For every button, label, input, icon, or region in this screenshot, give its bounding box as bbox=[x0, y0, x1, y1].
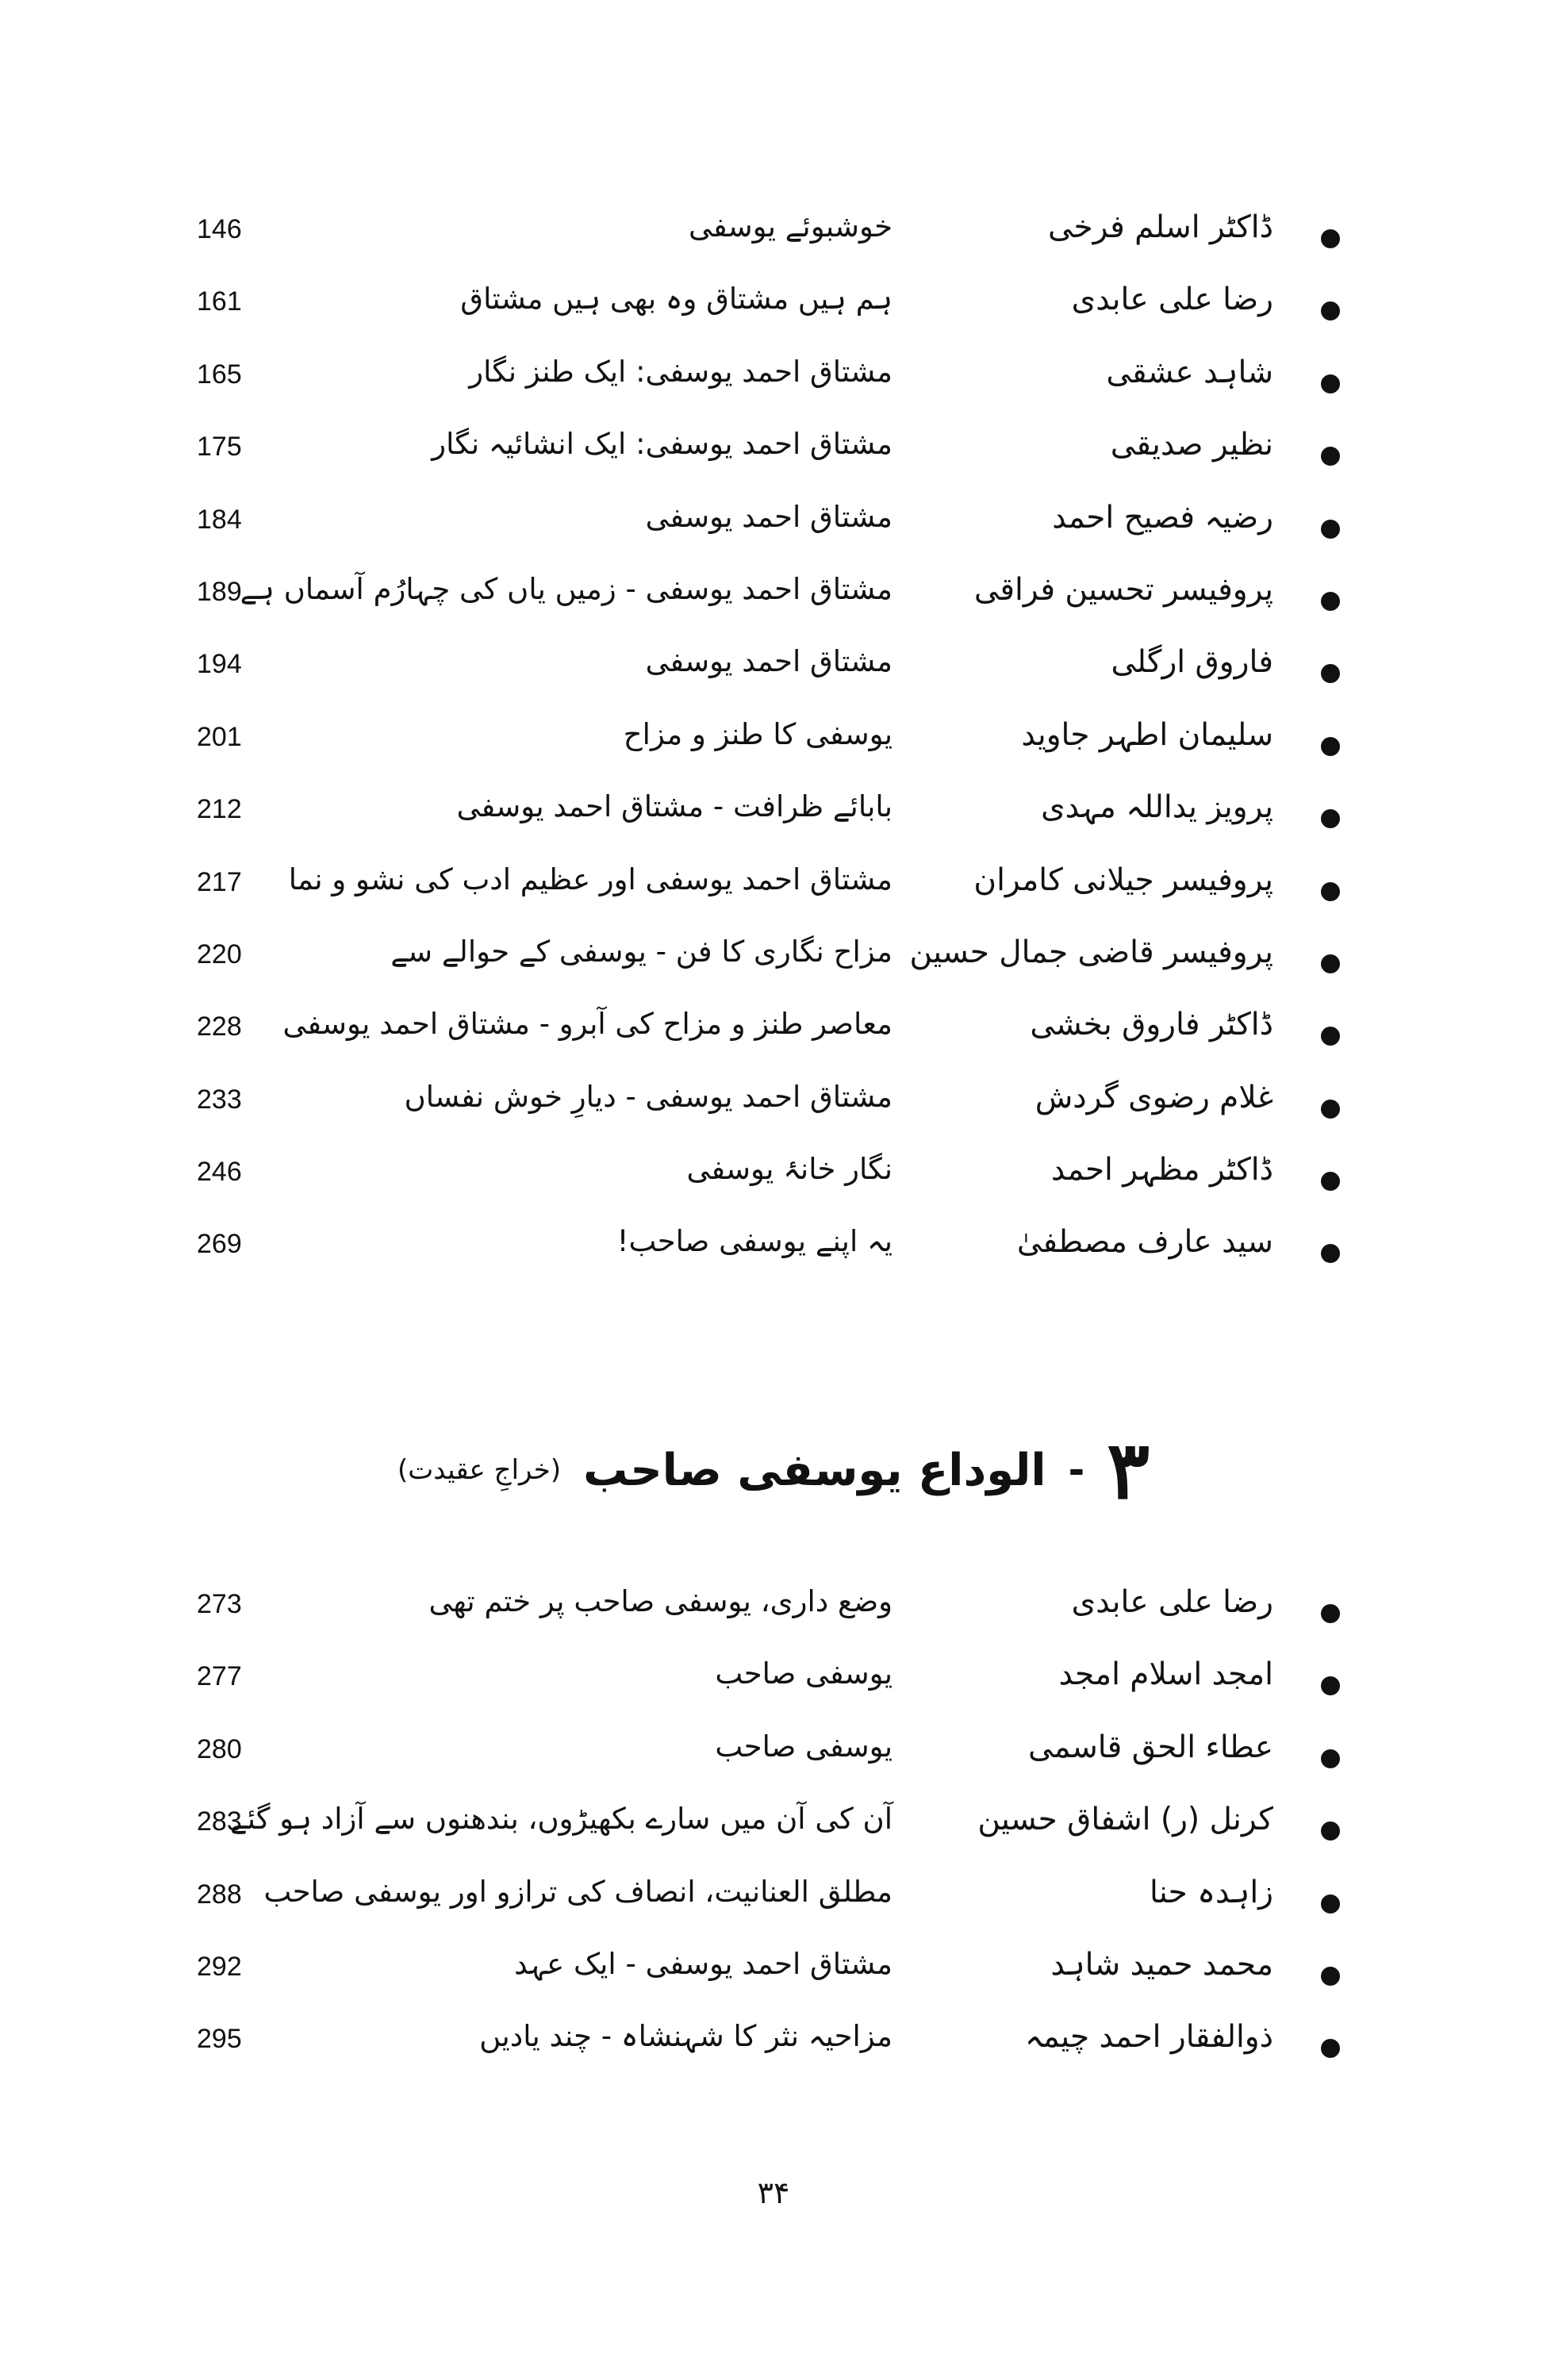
contents-entry bbox=[0, 1219, 1547, 1292]
contents-entry bbox=[0, 567, 1547, 639]
bullet-icon bbox=[1321, 520, 1340, 539]
entry-title: مشتاق احمد یوسفی bbox=[645, 644, 892, 679]
contents-entry bbox=[0, 712, 1547, 785]
contents-entry bbox=[0, 858, 1547, 930]
entry-title: مشتاق احمد یوسفی: ایک طنز نگار bbox=[469, 354, 892, 389]
entry-author: رضا علی عابدی bbox=[1071, 1584, 1273, 1620]
entry-title: ہم ہیں مشتاق وہ بھی ہیں مشتاق bbox=[460, 282, 892, 317]
contents-entry bbox=[0, 495, 1547, 567]
entry-page-number: 295 bbox=[197, 2024, 242, 2055]
entry-title: وضع داری، یوسفی صاحب پر ختم تھی bbox=[428, 1584, 892, 1618]
entry-author: ذوالفقار احمد چیمہ bbox=[1024, 2019, 1273, 2056]
section-dash: - bbox=[1068, 1447, 1085, 1493]
entry-title: بابائے ظرافت - مشتاق احمد یوسفی bbox=[456, 789, 892, 824]
entry-page-number: 161 bbox=[197, 286, 242, 317]
contents-entry bbox=[0, 1797, 1547, 1869]
entry-title: مشتاق احمد یوسفی اور عظیم ادب کی نشو و نما bbox=[288, 862, 892, 896]
contents-entry bbox=[0, 785, 1547, 857]
entry-author: فاروق ارگلی bbox=[1111, 644, 1273, 681]
entry-title: نگار خانۂ یوسفی bbox=[686, 1152, 892, 1187]
bullet-icon bbox=[1321, 664, 1340, 683]
entry-author: پروفیسر تحسین فراقی bbox=[973, 571, 1273, 608]
entry-author: پرویز یداللہ مہدی bbox=[1041, 789, 1273, 826]
entry-page-number: 217 bbox=[197, 866, 242, 897]
entry-page-number: 228 bbox=[197, 1012, 242, 1042]
entry-page-number: 283 bbox=[197, 1806, 242, 1837]
bullet-icon bbox=[1321, 447, 1340, 466]
bullet-icon bbox=[1321, 1604, 1340, 1623]
entry-page-number: 246 bbox=[197, 1157, 242, 1188]
bullet-icon bbox=[1321, 882, 1340, 901]
bullet-icon bbox=[1321, 2039, 1340, 2058]
entry-author: سلیمان اطہر جاوید bbox=[1021, 716, 1273, 753]
bullet-icon bbox=[1321, 954, 1340, 973]
bullet-icon bbox=[1321, 1821, 1340, 1841]
entry-title: یہ اپنے یوسفی صاحب! bbox=[616, 1224, 892, 1259]
entry-author: زاہدہ حنا bbox=[1150, 1874, 1273, 1910]
section-number: ۳ bbox=[1107, 1423, 1150, 1517]
entry-author: رضا علی عابدی bbox=[1071, 282, 1273, 318]
contents-entry bbox=[0, 1147, 1547, 1219]
entry-author: رضیہ فصیح احمد bbox=[1052, 499, 1273, 536]
entry-title: مطلق العنانیت، انصاف کی ترازو اور یوسفی صاحب bbox=[263, 1874, 892, 1909]
entry-author: نظیر صدیقی bbox=[1110, 427, 1273, 463]
bullet-icon bbox=[1321, 1027, 1340, 1046]
entry-page-number: 233 bbox=[197, 1084, 242, 1115]
entry-author: ڈاکٹر اسلم فرخی bbox=[1047, 209, 1273, 245]
bullet-icon bbox=[1321, 1749, 1340, 1768]
entry-author: شاہد عشقی bbox=[1106, 354, 1273, 390]
entry-author: کرنل (ر) اشفاق حسین bbox=[977, 1802, 1273, 1838]
entry-author: ڈاکٹر مظہر احمد bbox=[1050, 1152, 1273, 1188]
entry-author: عطاء الحق قاسمی bbox=[1028, 1729, 1273, 1765]
entry-page-number: 273 bbox=[197, 1589, 242, 1619]
contents-entry bbox=[0, 1652, 1547, 1724]
bullet-icon bbox=[1321, 1676, 1340, 1695]
bullet-icon bbox=[1321, 592, 1340, 611]
entry-page-number: 175 bbox=[197, 432, 242, 463]
contents-entry bbox=[0, 1075, 1547, 1147]
entry-title: یوسفی صاحب bbox=[715, 1656, 892, 1691]
entry-page-number: 220 bbox=[197, 939, 242, 969]
entry-author: محمد حمید شاہد bbox=[1050, 1946, 1273, 1983]
entry-title: آن کی آن میں سارے بکھیڑوں، بندھنوں سے آزاد ہو گئے bbox=[230, 1802, 892, 1837]
entry-author: پروفیسر قاضی جمال حسین bbox=[909, 934, 1273, 970]
entry-page-number: 165 bbox=[197, 359, 242, 390]
entry-page-number: 277 bbox=[197, 1661, 242, 1692]
entry-author: ڈاکٹر فاروق بخشی bbox=[1030, 1007, 1273, 1043]
bullet-icon bbox=[1321, 1894, 1340, 1914]
page-number: ۳۴ bbox=[757, 2175, 790, 2210]
contents-entry bbox=[0, 350, 1547, 422]
entry-page-number: 201 bbox=[197, 721, 242, 752]
entry-title: یوسفی کا طنز و مزاح bbox=[623, 716, 892, 751]
entry-page-number: 146 bbox=[197, 214, 242, 244]
contents-entry bbox=[0, 1002, 1547, 1074]
section-title: الوداع یوسفی صاحب bbox=[583, 1444, 1046, 1496]
bullet-icon bbox=[1321, 1172, 1340, 1191]
entry-title: مشتاق احمد یوسفی bbox=[645, 499, 892, 534]
contents-entry bbox=[0, 1725, 1547, 1797]
entry-page-number: 292 bbox=[197, 1951, 242, 1982]
entry-title: مشتاق احمد یوسفی - زمیں یاں کی چہارُم آسماں ہے bbox=[240, 571, 892, 606]
bullet-icon bbox=[1321, 1100, 1340, 1119]
entry-title: مشتاق احمد یوسفی: ایک انشائیہ نگار bbox=[432, 427, 892, 462]
entry-title: مزاح نگاری کا فن - یوسفی کے حوالے سے bbox=[390, 934, 892, 969]
entry-page-number: 280 bbox=[197, 1733, 242, 1764]
section-heading bbox=[0, 1423, 1547, 1517]
contents-entry bbox=[0, 277, 1547, 349]
entry-author: امجد اسلام امجد bbox=[1058, 1656, 1273, 1693]
entry-page-number: 212 bbox=[197, 794, 242, 825]
bullet-icon bbox=[1321, 301, 1340, 321]
bullet-icon bbox=[1321, 229, 1340, 248]
contents-entry bbox=[0, 1580, 1547, 1652]
entry-page-number: 194 bbox=[197, 649, 242, 680]
bullet-icon bbox=[1321, 809, 1340, 828]
entry-title: مشتاق احمد یوسفی - ایک عہد bbox=[514, 1946, 892, 1981]
contents-entry bbox=[0, 1942, 1547, 2014]
contents-list-part-1 bbox=[0, 205, 1547, 1292]
entry-title: مشتاق احمد یوسفی - دیارِ خوش نفساں bbox=[404, 1079, 892, 1114]
entry-title: معاصر طنز و مزاح کی آبرو - مشتاق احمد یوسفی bbox=[282, 1007, 892, 1042]
contents-entry bbox=[0, 1870, 1547, 1942]
bullet-icon bbox=[1321, 737, 1340, 756]
entry-page-number: 189 bbox=[197, 576, 242, 607]
contents-entry bbox=[0, 205, 1547, 277]
entry-author: سید عارف مصطفیٰ bbox=[1016, 1224, 1273, 1261]
entry-author: پروفیسر جیلانی کامران bbox=[973, 862, 1273, 898]
bullet-icon bbox=[1321, 1244, 1340, 1263]
entry-title: یوسفی صاحب bbox=[715, 1729, 892, 1764]
entry-author: غلام رضوی گردش bbox=[1035, 1079, 1273, 1115]
contents-entry bbox=[0, 422, 1547, 494]
section-subtitle: (خراجِ عقیدت) bbox=[397, 1454, 562, 1486]
contents-entry bbox=[0, 639, 1547, 712]
contents-entry bbox=[0, 930, 1547, 1002]
bullet-icon bbox=[1321, 374, 1340, 393]
entry-title: خوشبوئے یوسفی bbox=[689, 209, 892, 244]
contents-entry bbox=[0, 2014, 1547, 2086]
entry-page-number: 269 bbox=[197, 1229, 242, 1260]
bullet-icon bbox=[1321, 1967, 1340, 1986]
entry-page-number: 184 bbox=[197, 504, 242, 535]
entry-page-number: 288 bbox=[197, 1879, 242, 1910]
entry-title: مزاحیہ نثر کا شہنشاہ - چند یادیں bbox=[479, 2019, 892, 2054]
contents-list-part-2 bbox=[0, 1580, 1547, 2087]
